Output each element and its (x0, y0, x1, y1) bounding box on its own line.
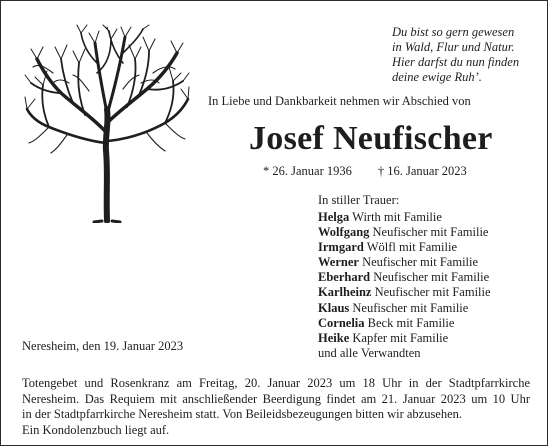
farewell-intro: In Liebe und Dankbarkeit nehmen wir Abschied von (208, 94, 471, 108)
mourner-entry (318, 270, 491, 285)
mourners-list (318, 210, 491, 361)
mourner-entry (318, 316, 491, 331)
poem (392, 25, 542, 85)
mourner-family: Neufischer mit Familie (371, 285, 491, 300)
mourning-heading: In stiller Trauer: (318, 193, 400, 207)
mourner-entry (318, 301, 491, 316)
place-and-date: Neresheim, den 19. Januar 2023 (22, 339, 184, 353)
mourner-family: Beck mit Familie (364, 315, 455, 330)
mourner-first-name: Irmgard (318, 240, 364, 255)
life-dates (263, 164, 467, 179)
mourner-first-name: Helga (318, 210, 350, 224)
mourner-first-name: Heike (318, 330, 350, 345)
service-line: Ein Kondolenzbuch liegt auf. (22, 422, 170, 437)
mourner-family: Neufischer mit Familie (369, 225, 489, 240)
poem-line: Hier darfst du nun finden (392, 55, 520, 69)
death-date: † 16. Januar 2023 (377, 164, 467, 178)
mourner-first-name: Wolfgang (318, 225, 370, 240)
mourner-entry (318, 255, 491, 270)
mourner-first-name: Werner (318, 255, 359, 270)
mourner-entry (318, 331, 491, 346)
mourners-closing: und alle Verwandten (318, 345, 421, 360)
mourner-first-name: Cornelia (318, 315, 365, 330)
mourner-first-name: Klaus (318, 300, 350, 315)
service-line: Totengebet und Rosenkranz am Freitag, 20. Januar 2023 um 18 Uhr in der Stadtpfarrkirche (22, 376, 530, 390)
deceased-name: Josef Neufischer (249, 120, 493, 157)
mourner-family: Neufischer mit Familie (370, 270, 490, 285)
birth-date: * 26. Januar 1936 (263, 164, 352, 178)
mourner-entry (318, 285, 491, 300)
mourner-family: Wölfl mit Familie (363, 240, 457, 255)
poem-line: in Wald, Flur und Natur. (392, 40, 515, 54)
tree-icon (23, 23, 191, 223)
mourner-entry (318, 225, 491, 240)
service-line: in der Stadtpfarrkirche Neresheim statt. Von Beileidsbezeugungen bitten wir abzusehen. (22, 407, 463, 421)
mourner-family: Kapfer mit Familie (349, 330, 449, 345)
service-information (22, 376, 530, 438)
mourner-entry (318, 240, 491, 255)
poem-line: deine ewige Ruh’. (392, 70, 482, 84)
mourner-entry (318, 210, 491, 225)
mourner-first-name: Karlheinz (318, 285, 372, 300)
poem-line: Du bist so gern gewesen (392, 25, 515, 39)
mourner-family: Neufischer mit Familie (349, 300, 469, 315)
mourner-family: Neufischer mit Familie (358, 255, 479, 270)
mourner-first-name: Eberhard (318, 270, 371, 285)
mourner-family: Wirth mit Familie (349, 210, 442, 224)
service-line: Neresheim. Das Requiem mit anschließender Beerdigung findet am 21. Januar 2023 um 10 Uhr (22, 391, 530, 406)
